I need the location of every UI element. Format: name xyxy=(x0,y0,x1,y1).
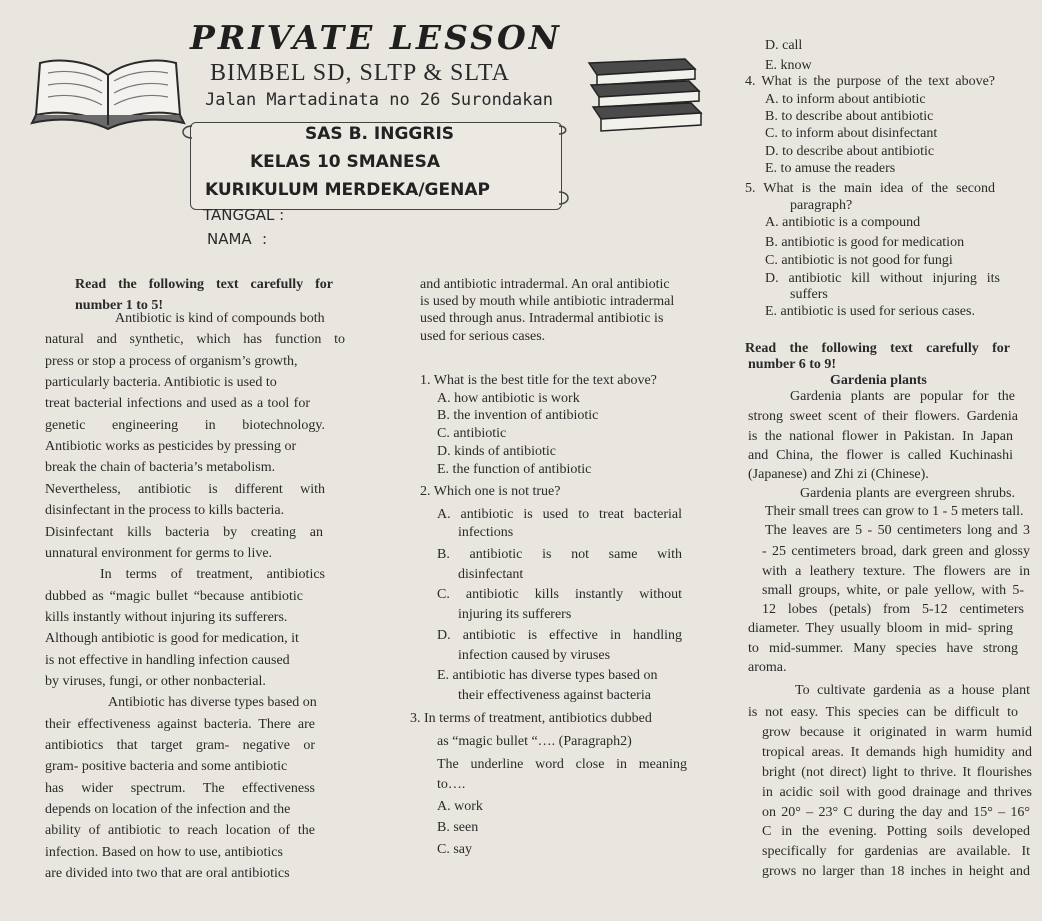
column3-line: Gardenia plants are evergreen shrubs. xyxy=(800,486,1015,501)
column1-line: treat bacterial infections and used as a tool for xyxy=(45,396,310,412)
column3-line: B. to describe about antibiotic xyxy=(765,109,934,124)
column1-line: by viruses, fungi, or other nonbacterial. xyxy=(45,673,266,689)
column1-line: Antibiotic is kind of compounds both xyxy=(115,311,325,326)
column3-line: C. antibiotic is not good for fungi xyxy=(765,253,953,268)
column1-line: Although antibiotic is good for medication, it xyxy=(45,631,299,647)
column2-line: 2. Which one is not true? xyxy=(420,484,561,499)
column3-line: The leaves are 5 - 50 centimeters long and 3 xyxy=(765,523,1030,538)
column3-line: to mid-summer. Many species have strong xyxy=(748,641,1018,656)
column1-line: break the chain of bacteria’s metabolism. xyxy=(45,460,276,476)
column3-line: grows no larger than 18 inches in height and xyxy=(762,864,1030,879)
column3-line: grow because it originated in warm humid xyxy=(762,725,1032,740)
banner-class: KELAS 10 SMANESA xyxy=(250,152,441,172)
column1-line: In terms of treatment, antibiotics xyxy=(100,567,325,583)
banner-subject: SAS B. INGGRIS xyxy=(305,124,455,144)
column2-line: used through anus. Intradermal antibiotic is xyxy=(420,311,664,326)
column3-line: Read the following text carefully for xyxy=(745,341,1010,356)
column2-line: used for serious cases. xyxy=(420,329,546,344)
column2-line: B. the invention of antibiotic xyxy=(437,408,599,423)
column3-line: small groups, white, or pale yellow, with 5- xyxy=(762,583,1024,598)
column1-line: are divided into two that are oral antibiotics xyxy=(45,866,290,882)
column3-line: D. call xyxy=(765,38,803,53)
column1-line: unnatural environment for germs to live. xyxy=(45,545,273,561)
column3-line: paragraph? xyxy=(790,198,853,213)
column1-line: has wider spectrum. The effectiveness xyxy=(45,780,315,796)
column3-line: in acidic soil with good drainage and thrives xyxy=(762,785,1032,800)
lesson-title: PRIVATE LESSON xyxy=(190,18,562,57)
column2-line: 1. What is the best title for the text above? xyxy=(420,373,657,388)
column3-line: with a leathery texture. The flowers are in xyxy=(762,564,1030,579)
column1-line: gram- positive bacteria and some antibiotic xyxy=(45,759,288,775)
questions-4-5-and-gardenia-passage xyxy=(0,0,1,1)
column3-line: - 25 centimeters broad, dark green and glossy xyxy=(762,544,1030,559)
column2-line: A. antibiotic is used to treat bacterial xyxy=(437,507,682,522)
tanggal-label: TANGGAL : xyxy=(203,206,285,224)
column3-line: number 6 to 9! xyxy=(748,357,837,372)
column3-line: D. to describe about antibiotic xyxy=(765,144,935,159)
column2-line: their effectiveness against bacteria xyxy=(458,688,651,703)
column2-line: is used by mouth while antibiotic intradermal xyxy=(420,294,675,309)
column1-line: infection. Based on how to use, antibiotics xyxy=(45,844,283,860)
column1-line: Disinfectant kills bacteria by creating an xyxy=(45,524,323,540)
column2-line: E. antibiotic has diverse types based on xyxy=(437,668,658,683)
column2-line: infection caused by viruses xyxy=(458,648,611,663)
column3-line: Their small trees can grow to 1 - 5 meters tall. xyxy=(765,504,1024,519)
column3-line: is the national flower in Pakistan. In Japan xyxy=(748,429,1013,444)
column3-line: B. antibiotic is good for medication xyxy=(765,235,965,250)
column2-line: infections xyxy=(458,525,514,540)
column2-line: D. kinds of antibiotic xyxy=(437,444,556,459)
column2-line: and antibiotic intradermal. An oral antibiotic xyxy=(420,277,670,292)
column1-line: kills instantly without injuring its sufferers. xyxy=(45,609,288,625)
column1-line: ability of antibiotic to reach location of the xyxy=(45,823,315,839)
column1-line: Nevertheless, antibiotic is different with xyxy=(45,481,325,497)
column3-line: E. to amuse the readers xyxy=(765,161,896,176)
column3-line: 5. What is the main idea of the second xyxy=(745,181,995,196)
column1-line: number 1 to 5! xyxy=(75,298,164,313)
column3-line: bright (not direct) light to thrive. It flourishes xyxy=(762,765,1032,780)
column3-line: E. antibiotic is used for serious cases. xyxy=(765,304,975,319)
column3-line: A. antibiotic is a compound xyxy=(765,215,921,230)
column2-line: B. antibiotic is not same with xyxy=(437,547,682,562)
column2-line: A. how antibiotic is work xyxy=(437,391,580,406)
books-stack-icon xyxy=(585,55,705,135)
column1-line: genetic engineering in biotechnology. xyxy=(45,417,325,433)
column1-line: Antibiotic works as pesticides by pressing or xyxy=(45,439,297,455)
column1-line: Read the following text carefully for xyxy=(75,277,333,292)
column3-line: is not easy. This species can be difficult to xyxy=(748,705,1018,720)
column2-line: E. the function of antibiotic xyxy=(437,462,592,477)
institution-address: Jalan Martadinata no 26 Surondakan xyxy=(205,90,553,110)
column3-line: D. antibiotic kill without injuring its xyxy=(765,271,1000,286)
column3-line: To cultivate gardenia as a house plant xyxy=(795,683,1030,698)
column2-line: C. antibiotic xyxy=(437,426,507,441)
column3-line: Gardenia plants are popular for the xyxy=(790,389,1015,404)
column3-line: A. to inform about antibiotic xyxy=(765,92,926,107)
nama-colon: : xyxy=(262,230,268,248)
column1-line: disinfectant in the process to kills bacteria. xyxy=(45,503,285,519)
column3-line: on 20° – 23° C during the day and 15° – 16° xyxy=(762,805,1030,820)
column1-line: natural and synthetic, which has function to xyxy=(45,332,345,348)
column2-line: 3. In terms of treatment, antibiotics dubbed xyxy=(410,711,652,726)
column1-line: depends on location of the infection and the xyxy=(45,802,291,818)
column3-line: tropical areas. It demands high humidity and xyxy=(762,745,1032,760)
column3-line: C. to inform about disinfectant xyxy=(765,126,938,141)
column1-line: is not effective in handling infection caused xyxy=(45,652,290,668)
column3-line: aroma. xyxy=(748,660,787,675)
column2-line: as “magic bullet “…. (Paragraph2) xyxy=(437,734,632,749)
column2-line: injuring its sufferers xyxy=(458,607,572,622)
column2-line: disinfectant xyxy=(458,567,524,582)
column3-line: 4. What is the purpose of the text above? xyxy=(745,74,995,89)
column2-line: The underline word close in meaning xyxy=(437,757,687,772)
column3-line: strong sweet scent of their flowers. Gardenia xyxy=(748,409,1018,424)
column2-line: B. seen xyxy=(437,820,479,835)
column2-line: A. work xyxy=(437,799,483,814)
column3-line: and China, the flower is called Kuchinashi xyxy=(748,448,1013,463)
column1-line: dubbed as “magic bullet “because antibiotic xyxy=(45,588,303,604)
column1-line: press or stop a process of organism’s growth, xyxy=(45,353,298,369)
institution-name: BIMBEL SD, SLTP & SLTA xyxy=(210,60,510,86)
column3-line: diameter. They usually bloom in mid- spring xyxy=(748,621,1013,636)
column3-line: E. know xyxy=(765,58,812,73)
column3-line: specifically for gardenias are available. It xyxy=(762,844,1030,859)
open-book-icon xyxy=(28,55,188,130)
column3-line: (Japanese) and Zhi zi (Chinese). xyxy=(748,467,929,482)
column1-line: antibiotics that target gram- negative or xyxy=(45,738,315,753)
column3-line: suffers xyxy=(790,287,828,302)
column1-line: their effectiveness against bacteria. There are xyxy=(45,716,315,732)
column2-line: C. say xyxy=(437,842,472,857)
column2-line: D. antibiotic is effective in handling xyxy=(437,628,682,643)
column3-line: C in the evening. Potting soils developed xyxy=(762,824,1030,839)
column1-line: Antibiotic has diverse types based on xyxy=(108,695,317,711)
banner-curriculum: KURIKULUM MERDEKA/GENAP xyxy=(205,180,490,200)
column2-line: C. antibiotic kills instantly without xyxy=(437,587,682,602)
nama-label: NAMA xyxy=(207,230,252,248)
column3-line: Gardenia plants xyxy=(830,373,927,388)
column2-line: to…. xyxy=(437,777,466,792)
column1-line: particularly bacteria. Antibiotic is used to xyxy=(45,375,277,391)
column3-line: 12 lobes (petals) from 5-12 centimeters xyxy=(762,602,1024,617)
